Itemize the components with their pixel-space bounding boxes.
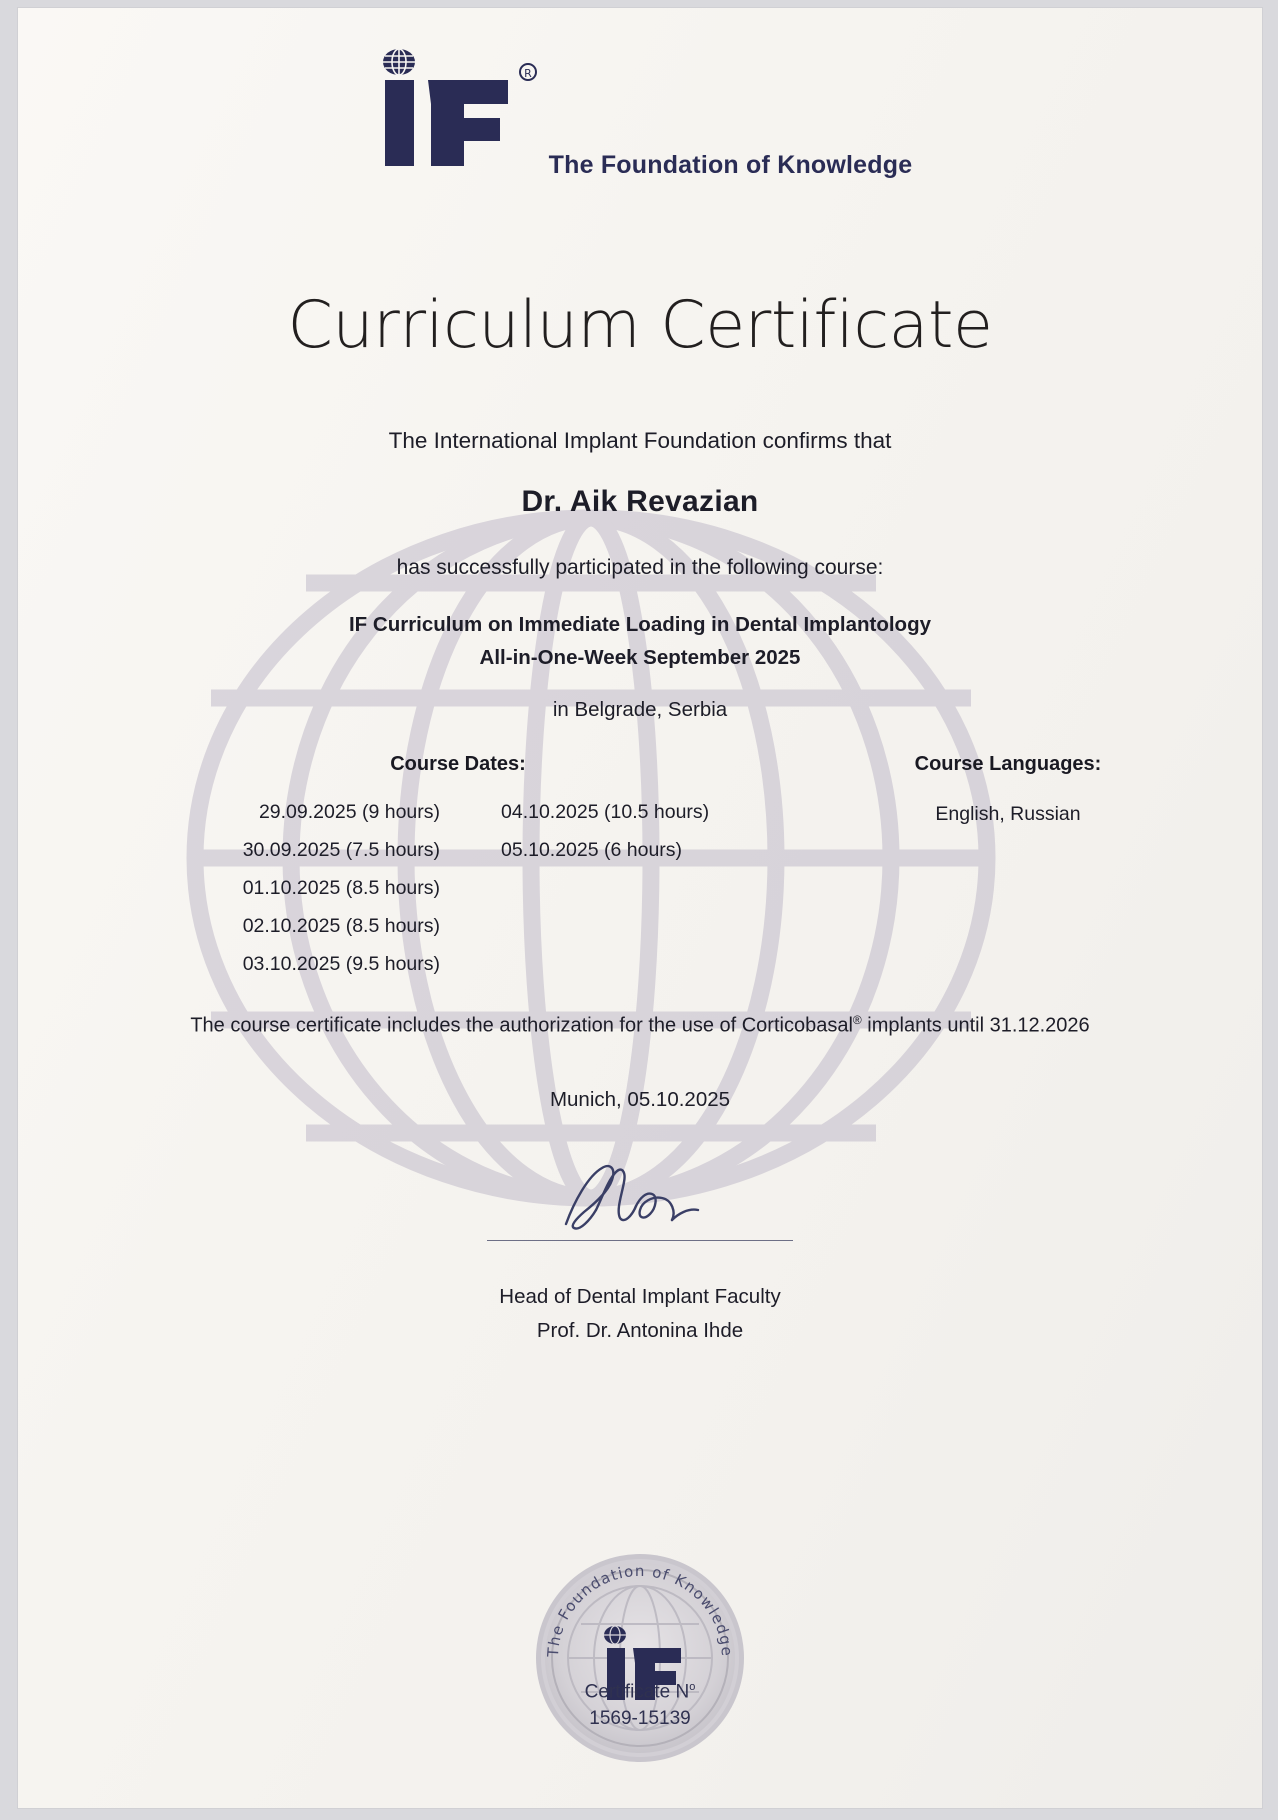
course-languages-value: English, Russian	[935, 803, 1081, 825]
seal-certificate-number: 1569-15139	[589, 1708, 691, 1729]
recipient-name: Dr. Aik Revazian	[521, 485, 759, 518]
seal-certificate-label	[18, 1681, 1262, 1703]
header-logo	[18, 46, 1262, 186]
course-dates-label: Course Dates:	[390, 753, 526, 775]
course-date-item: 01.10.2025 (8.5 hours)	[242, 877, 440, 899]
signatory-role: Head of Dental Implant Faculty	[499, 1285, 781, 1308]
authorization-suffix: implants until 31.12.2026	[861, 1014, 1090, 1037]
authorization-line	[18, 1013, 1262, 1038]
authorization-prefix: The course certificate includes the authorization for the use of Corticobasal	[190, 1014, 853, 1037]
signature-block	[18, 1158, 1262, 1278]
course-languages-label: Course Languages:	[914, 753, 1102, 775]
course-date-item: 30.09.2025 (7.5 hours)	[242, 839, 440, 861]
course-title-line-1: IF Curriculum on Immediate Loading in Dental Implantology	[348, 613, 931, 636]
seal-certificate-label-sup: o	[689, 1681, 696, 1693]
participation-line: has successfully participated in the following course:	[396, 556, 884, 579]
course-date-item: 05.10.2025 (6 hours)	[501, 839, 683, 861]
course-location: in Belgrade, Serbia	[552, 698, 728, 721]
course-date-item: 03.10.2025 (9.5 hours)	[242, 953, 440, 975]
logo-tagline: The Foundation of Knowledge	[548, 151, 913, 179]
place-and-date: Munich, 05.10.2025	[549, 1088, 731, 1111]
signature-icon	[530, 1158, 760, 1238]
registered-mark: ®	[852, 1013, 862, 1027]
seal-icon	[529, 1518, 751, 1768]
page-title: Curriculum Certificate	[287, 288, 993, 363]
course-title-line-2: All-in-One-Week September 2025	[479, 646, 801, 669]
if-logo-icon	[368, 46, 543, 186]
course-dates-column-2	[501, 793, 731, 869]
svg-text:R: R	[523, 67, 532, 80]
certificate-page	[18, 8, 1262, 1808]
course-dates-column-1	[240, 793, 440, 983]
signature-line	[487, 1240, 793, 1241]
course-date-item: 04.10.2025 (10.5 hours)	[501, 801, 710, 823]
seal-ring-text: The Foundation of Knowledge	[543, 1561, 737, 1658]
course-date-item: 02.10.2025 (8.5 hours)	[242, 915, 440, 937]
signatory-name: Prof. Dr. Antonina Ihde	[536, 1319, 744, 1342]
seal-certificate-label-text: Certificate N	[584, 1681, 690, 1703]
confirm-line: The International Implant Foundation confirms that	[388, 428, 892, 453]
course-date-item: 29.09.2025 (9 hours)	[258, 801, 440, 823]
